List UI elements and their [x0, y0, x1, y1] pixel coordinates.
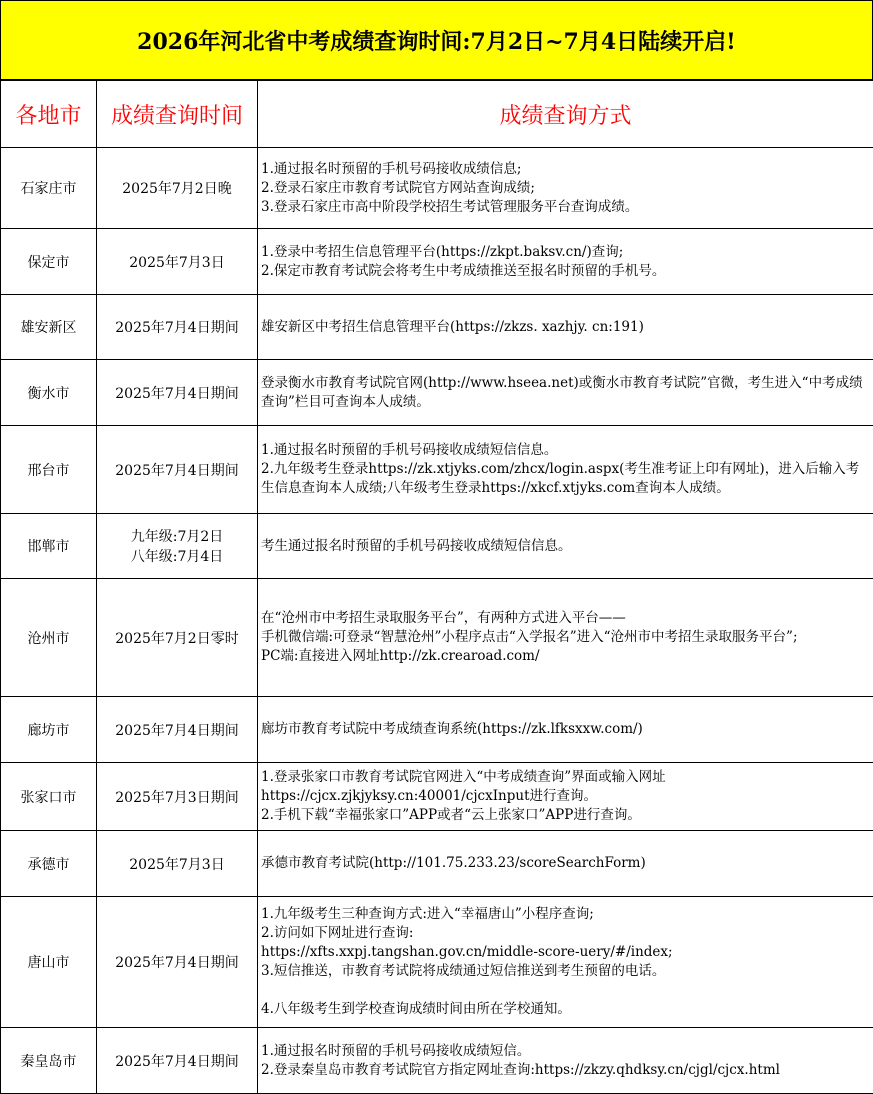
cell-method [258, 579, 873, 697]
method-line: 2.登录石家庄市教育考试院官方网站查询成绩; [261, 179, 870, 198]
table-row [1, 426, 873, 514]
cell-city: 唐山市 [1, 897, 97, 1028]
method-line: 手机微信端:可登录“智慧沧州”小程序点击“入学报名”进入“沧州市中考招生录取服务平台”; [261, 628, 870, 647]
header-method: 成绩查询方式 [258, 81, 873, 148]
table-header-row [1, 81, 873, 148]
cell-time [97, 295, 258, 360]
method-line: 雄安新区中考招生信息管理平台(https://zkzs. xazhjy. cn:191) [261, 318, 870, 337]
table-row [1, 360, 873, 426]
cell-time [97, 831, 258, 897]
table-row [1, 229, 873, 295]
table-row [1, 295, 873, 360]
table-row [1, 579, 873, 697]
method-line: 登录衡水市教育考试院官网(http://www.hseea.net)或衡水市教育考试院”官微，考生进入“中考成绩查询”栏目可查询本人成绩。 [261, 374, 870, 412]
method-line: 1.登录张家口市教育考试院官网进入“中考成绩查询”界面或输入网址https://cjcx.zjkjyksy.cn:40001/cjcxInput进行查询。 [261, 768, 870, 806]
time-line: 2025年7月4日期间 [100, 460, 254, 480]
table-row [1, 514, 873, 579]
method-line: 2.保定市教育考试院会将考生中考成绩推送至报名时预留的手机号。 [261, 262, 870, 281]
cell-time [97, 148, 258, 229]
method-line: PC端:直接进入网址http://zk.crearoad.com/ [261, 647, 870, 666]
cell-city: 张家口市 [1, 763, 97, 831]
page-title: 2026年河北省中考成绩查询时间:7月2日~7月4日陆续开启! [0, 0, 873, 80]
method-line: 1.九年级考生三种查询方式:进入“幸福唐山”小程序查询; [261, 905, 870, 924]
method-line: 2.手机下载“幸福张家口”APP或者“云上张家口”APP进行查询。 [261, 806, 870, 825]
time-line: 2025年7月4日期间 [100, 1051, 254, 1071]
cell-city: 衡水市 [1, 360, 97, 426]
cell-city: 雄安新区 [1, 295, 97, 360]
method-line [261, 981, 870, 1000]
cell-method [258, 763, 873, 831]
method-line: 1.通过报名时预留的手机号码接收成绩信息; [261, 160, 870, 179]
header-time: 成绩查询时间 [97, 81, 258, 148]
method-line: 考生通过报名时预留的手机号码接收成绩短信信息。 [261, 537, 870, 556]
method-line: 1.通过报名时预留的手机号码接收成绩短信信息。 [261, 441, 870, 460]
cell-time [97, 579, 258, 697]
cell-time [97, 514, 258, 579]
time-line: 2025年7月3日 [100, 252, 254, 272]
cell-method [258, 360, 873, 426]
method-line: 2.登录秦皇岛市教育考试院官方指定网址查询:https://zkzy.qhdksy.cn/cjgl/cjcx.html [261, 1061, 870, 1080]
cell-city: 沧州市 [1, 579, 97, 697]
table-row [1, 831, 873, 897]
cell-method [258, 295, 873, 360]
cell-city: 承德市 [1, 831, 97, 897]
cell-city: 保定市 [1, 229, 97, 295]
time-line: 2025年7月2日零时 [100, 628, 254, 648]
table-row [1, 1028, 873, 1094]
cell-method [258, 1028, 873, 1094]
method-line: 2.访问如下网址进行查询: [261, 924, 870, 943]
method-line: https://xfts.xxpj.tangshan.gov.cn/middle-score-uery/#/index; [261, 943, 870, 962]
cell-method [258, 148, 873, 229]
table-row [1, 897, 873, 1028]
cell-time [97, 697, 258, 763]
header-city: 各地市 [1, 81, 97, 148]
cell-method [258, 229, 873, 295]
method-line: 廊坊市教育考试院中考成绩查询系统(https://zk.lfksxxw.com/) [261, 720, 870, 739]
time-line: 2025年7月4日期间 [100, 952, 254, 972]
cell-method [258, 831, 873, 897]
method-line: 承德市教育考试院(http://101.75.233.23/scoreSearchForm) [261, 854, 870, 873]
cell-time [97, 763, 258, 831]
table-row [1, 697, 873, 763]
time-line: 2025年7月3日 [100, 854, 254, 874]
method-line: 2.九年级考生登录https://zk.xtjyks.com/zhcx/login.aspx(考生准考证上印有网址)，进入后输入考生信息查询本人成绩;八年级考生登录https://xkcf.xtjyks.com查询本人成绩。 [261, 460, 870, 498]
time-line: 2025年7月4日期间 [100, 317, 254, 337]
cell-city: 廊坊市 [1, 697, 97, 763]
method-line: 在“沧州市中考招生录取服务平台”，有两种方式进入平台—— [261, 609, 870, 628]
method-line: 1.通过报名时预留的手机号码接收成绩短信。 [261, 1042, 870, 1061]
method-line: 3.登录石家庄市高中阶段学校招生考试管理服务平台查询成绩。 [261, 198, 870, 217]
cell-time [97, 229, 258, 295]
cell-city: 邢台市 [1, 426, 97, 514]
cell-time [97, 1028, 258, 1094]
method-line: 3.短信推送，市教育考试院将成绩通过短信推送到考生预留的电话。 [261, 962, 870, 981]
cell-method [258, 897, 873, 1028]
cell-method [258, 426, 873, 514]
cell-city: 石家庄市 [1, 148, 97, 229]
cell-method [258, 514, 873, 579]
cell-time [97, 360, 258, 426]
time-line: 2025年7月2日晚 [100, 178, 254, 198]
cell-city: 秦皇岛市 [1, 1028, 97, 1094]
score-query-table [0, 80, 873, 1094]
cell-city: 邯郸市 [1, 514, 97, 579]
time-line: 八年级:7月4日 [100, 546, 254, 566]
method-line: 4.八年级考生到学校查询成绩时间由所在学校通知。 [261, 1000, 870, 1019]
table-row [1, 763, 873, 831]
cell-time [97, 897, 258, 1028]
table-row [1, 148, 873, 229]
time-line: 九年级:7月2日 [100, 526, 254, 546]
method-line: 1.登录中考招生信息管理平台(https://zkpt.baksv.cn/)查询; [261, 243, 870, 262]
cell-time [97, 426, 258, 514]
time-line: 2025年7月4日期间 [100, 383, 254, 403]
time-line: 2025年7月4日期间 [100, 720, 254, 740]
cell-method [258, 697, 873, 763]
time-line: 2025年7月3日期间 [100, 787, 254, 807]
